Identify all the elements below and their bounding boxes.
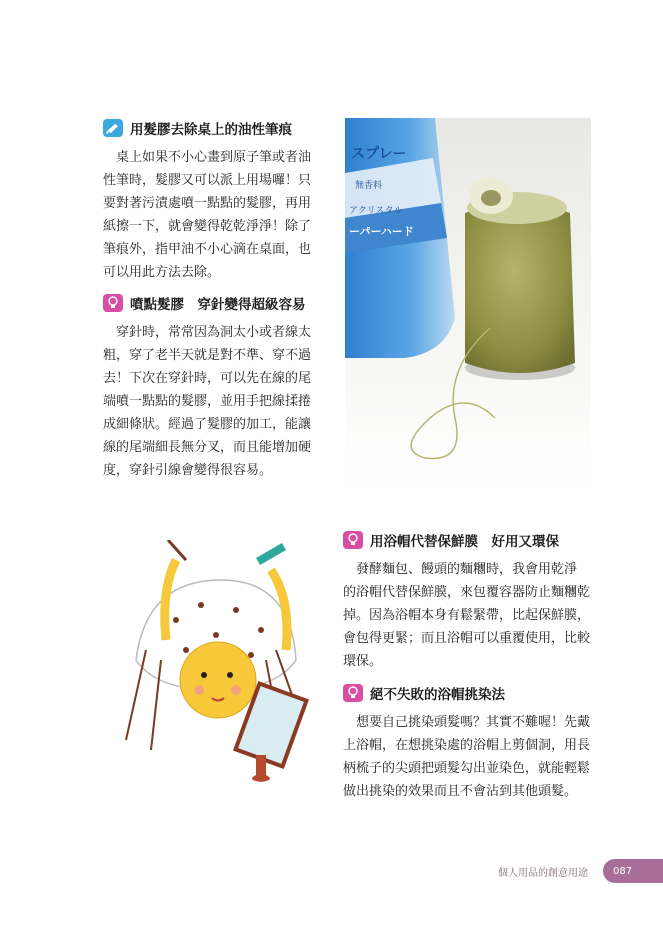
brush-icon: [103, 119, 123, 137]
girl-drawing: [106, 540, 326, 790]
tip-section-1: [103, 118, 327, 284]
lightbulb-icon: [103, 294, 123, 312]
chapter-title: 個人用品的創意用途: [498, 868, 588, 879]
illustration-shower-cap-girl: [106, 540, 326, 790]
tip-section-3: [343, 530, 593, 673]
bottle-label-1: スプレー: [351, 146, 407, 162]
tip-heading-4: [343, 683, 593, 703]
lightbulb-icon: [343, 684, 363, 702]
tip-heading-text-3: 用浴帽代替保鮮膜 好用又環保: [370, 534, 559, 550]
tip-body-4: 想要自己挑染頭髮嗎？其實不難喔！先戴 上浴帽，在想挑染處的浴帽上剪個洞，用長 柄梳子的尖頭把頭髮勾出並染色，就能輕鬆 做出挑染的效果而且不會沾到其他頭髮。: [343, 715, 591, 799]
tip-body-1: 桌上如果不小心畫到原子筆或者油 性筆時，髮膠又可以派上用場囉！只 要對著污漬處噴一點點的髮膠，再用 紙擦一下，就會變得乾乾淨淨！除了 筆痕外，指甲油不小心滴在桌面，也 可以用此方法去除。: [103, 150, 312, 280]
bottle-label-4: ーパーハード: [349, 225, 414, 238]
photo-spray-and-thread: [345, 118, 591, 491]
tip-heading-2: [103, 293, 327, 313]
bottle-label-2: 無香料: [355, 181, 383, 191]
tip-section-2: [103, 293, 327, 482]
tip-body-2: 穿針時，常常因為洞太小或者線太 粗，穿了老半天就是對不準、穿不過 去！下次在穿針時，可以先在線的尾 端噴一點點的髮膠，並用手把線揉捲 成細條狀。經過了髮膠的加工，能讓 線的尾端細長無分叉，而且能增加硬 度，穿針引線會變得很容易。: [103, 325, 312, 478]
lightbulb-icon: [343, 531, 363, 549]
bottle-label-3: アクリスタル: [349, 206, 403, 216]
tip-section-4: [343, 683, 593, 803]
tip-heading-text-1: 用髮膠去除桌上的油性筆痕: [130, 122, 292, 138]
tip-heading-text-4: 絕不失敗的浴帽挑染法: [370, 687, 505, 703]
tip-body-3: 發酵麵包、饅頭的麵糰時，我會用乾淨 的浴帽代替保鮮膜，來包覆容器防止麵糰乾 掉。因為浴帽本身有鬆緊帶，比起保鮮膜， 會包得更緊；而且浴帽可以重覆使用，比較 環保。: [343, 562, 591, 669]
photo-illustration: [345, 118, 591, 491]
tip-heading-text-2: 噴點髮膠 穿針變得超級容易: [130, 297, 306, 313]
tip-heading-1: [103, 118, 327, 138]
tip-heading-3: [343, 530, 593, 550]
page-number: 087: [603, 859, 663, 883]
